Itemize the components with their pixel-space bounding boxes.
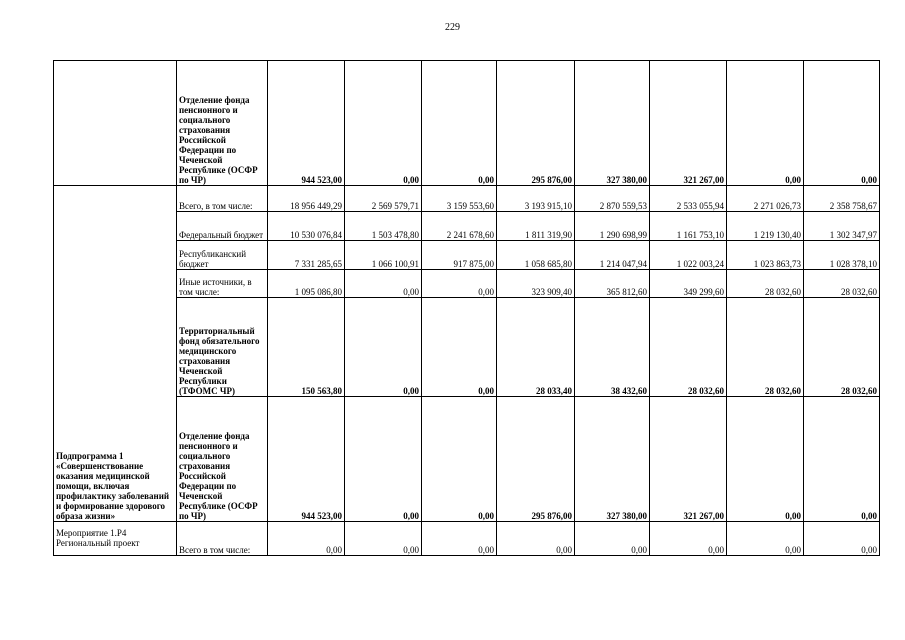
page-number: 229 xyxy=(445,22,460,33)
value-cell: 0,00 xyxy=(804,61,880,186)
value-cell: 28 032,60 xyxy=(727,298,804,397)
value-cell: 28 033,40 xyxy=(497,298,575,397)
value-cell: 1 066 100,91 xyxy=(345,241,422,270)
source-cell: Всего, в том числе: xyxy=(177,186,268,212)
value-cell: 150 563,80 xyxy=(268,298,345,397)
value-cell: 1 095 086,80 xyxy=(268,270,345,298)
table-row xyxy=(54,397,880,522)
value-cell: 2 241 678,60 xyxy=(422,212,497,241)
source-cell: Республиканский бюджет xyxy=(177,241,268,270)
value-cell: 1 022 003,24 xyxy=(650,241,727,270)
source-cell: Федеральный бюджет xyxy=(177,212,268,241)
value-cell: 28 032,60 xyxy=(804,298,880,397)
value-cell: 1 290 698,99 xyxy=(575,212,650,241)
table-row xyxy=(54,61,880,186)
value-cell: 2 569 579,71 xyxy=(345,186,422,212)
source-cell: Территориальный фонд обязательного медицинского страхования Чеченской Республики (ТФОМС ЧР) xyxy=(177,298,268,397)
source-cell: Иные источники, в том числе: xyxy=(177,270,268,298)
value-cell: 321 267,00 xyxy=(650,397,727,522)
value-cell: 349 299,60 xyxy=(650,270,727,298)
value-cell: 10 530 076,84 xyxy=(268,212,345,241)
table-row xyxy=(54,241,880,270)
value-cell: 944 523,00 xyxy=(268,397,345,522)
value-cell: 0,00 xyxy=(575,522,650,556)
program-cell: Подпрограмма 1 «Совершенствование оказания медицинской помощи, включая профилактику заболеваний и формирование здорового образа жизни» xyxy=(54,186,177,522)
table-row xyxy=(54,522,880,556)
value-cell: 327 380,00 xyxy=(575,397,650,522)
value-cell: 2 271 026,73 xyxy=(727,186,804,212)
value-cell: 1 214 047,94 xyxy=(575,241,650,270)
value-cell: 917 875,00 xyxy=(422,241,497,270)
table-body xyxy=(54,61,880,556)
value-cell: 944 523,00 xyxy=(268,61,345,186)
value-cell: 2 358 758,67 xyxy=(804,186,880,212)
value-cell: 323 909,40 xyxy=(497,270,575,298)
value-cell: 2 533 055,94 xyxy=(650,186,727,212)
value-cell: 1 503 478,80 xyxy=(345,212,422,241)
value-cell: 0,00 xyxy=(422,61,497,186)
value-cell: 295 876,00 xyxy=(497,397,575,522)
value-cell: 365 812,60 xyxy=(575,270,650,298)
table-row xyxy=(54,298,880,397)
value-cell: 0,00 xyxy=(650,522,727,556)
value-cell: 1 219 130,40 xyxy=(727,212,804,241)
value-cell: 0,00 xyxy=(804,522,880,556)
value-cell: 1 028 378,10 xyxy=(804,241,880,270)
source-cell: Всего в том числе: xyxy=(177,522,268,556)
source-cell: Отделение фонда пенсионного и социального страхования Российской Федерации по Чеченской Республике (ОСФР по ЧР) xyxy=(177,61,268,186)
value-cell: 18 956 449,29 xyxy=(268,186,345,212)
value-cell: 0,00 xyxy=(345,522,422,556)
value-cell: 28 032,60 xyxy=(650,298,727,397)
source-cell: Отделение фонда пенсионного и социального страхования Российской Федерации по Чеченской Республике (ОСФР по ЧР) xyxy=(177,397,268,522)
value-cell: 0,00 xyxy=(268,522,345,556)
value-cell: 1 023 863,73 xyxy=(727,241,804,270)
budget-table xyxy=(53,60,880,556)
value-cell: 7 331 285,65 xyxy=(268,241,345,270)
value-cell: 0,00 xyxy=(497,522,575,556)
value-cell: 295 876,00 xyxy=(497,61,575,186)
value-cell: 2 870 559,53 xyxy=(575,186,650,212)
value-cell: 3 159 553,60 xyxy=(422,186,497,212)
value-cell: 0,00 xyxy=(422,397,497,522)
value-cell: 0,00 xyxy=(727,522,804,556)
value-cell: 28 032,60 xyxy=(727,270,804,298)
table-row xyxy=(54,270,880,298)
value-cell: 0,00 xyxy=(345,270,422,298)
value-cell: 28 032,60 xyxy=(804,270,880,298)
value-cell: 0,00 xyxy=(422,298,497,397)
value-cell: 1 811 319,90 xyxy=(497,212,575,241)
empty-program-cell xyxy=(54,61,177,186)
value-cell: 1 302 347,97 xyxy=(804,212,880,241)
value-cell: 0,00 xyxy=(345,61,422,186)
value-cell: 0,00 xyxy=(345,298,422,397)
value-cell: 0,00 xyxy=(727,397,804,522)
value-cell: 3 193 915,10 xyxy=(497,186,575,212)
value-cell: 327 380,00 xyxy=(575,61,650,186)
value-cell: 0,00 xyxy=(727,61,804,186)
value-cell: 0,00 xyxy=(345,397,422,522)
table-row xyxy=(54,212,880,241)
value-cell: 0,00 xyxy=(422,270,497,298)
value-cell: 0,00 xyxy=(804,397,880,522)
value-cell: 1 058 685,80 xyxy=(497,241,575,270)
value-cell: 38 432,60 xyxy=(575,298,650,397)
table-row xyxy=(54,186,880,212)
measure-cell: Мероприятие 1.Р4 Региональный проект xyxy=(54,522,177,556)
value-cell: 1 161 753,10 xyxy=(650,212,727,241)
value-cell: 0,00 xyxy=(422,522,497,556)
value-cell: 321 267,00 xyxy=(650,61,727,186)
